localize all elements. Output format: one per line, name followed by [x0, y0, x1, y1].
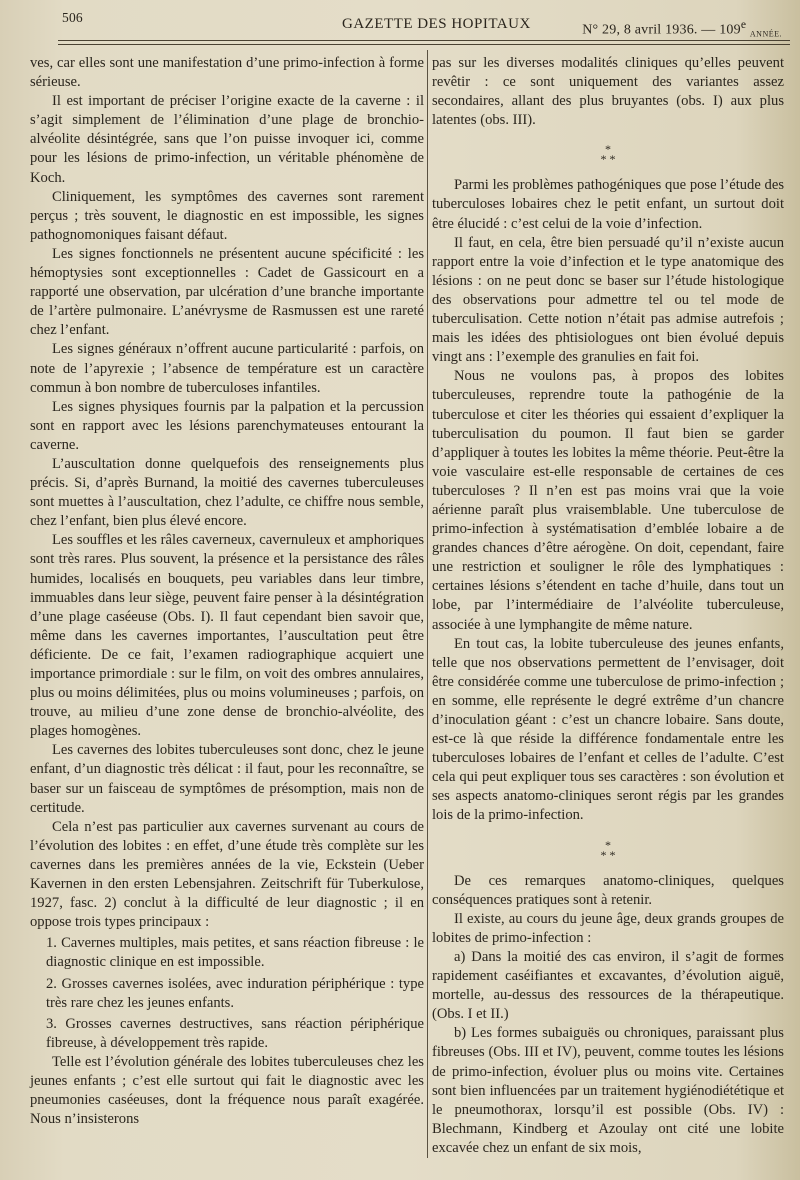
column-divider: [427, 50, 428, 1158]
section-separator-top: *: [605, 837, 611, 852]
paragraph: ves, car elles sont une manifestation d’une primo-infection à forme sérieuse.: [30, 55, 424, 91]
section-separator-bottom: * *: [600, 152, 616, 167]
issue-superscript: e: [740, 18, 747, 31]
paragraph: De ces remarques anatomo-cliniques, quelques conséquences pratiques sont à retenir.: [432, 872, 784, 908]
paragraph: Les signes physiques fournis par la palpation et la percussion sont en rapport avec les lésions parenchymateuses entourant la caverne.: [30, 398, 424, 453]
issue-info: [582, 18, 782, 39]
paragraph: Les signes fonctionnels ne présentent aucune spécificité : les hémoptysies sont exceptionnelles : Cadet de Gassicourt en a rapporté une observation, par ulcération d’une branche importante de l’artère pulmonaire. L’anévrysme de Rasmussen est une rareté chez l’enfant.: [30, 245, 424, 339]
paragraph: En tout cas, la lobite tuberculeuse des jeunes enfants, telle que nos observations permettent de l’envisager, doit être considérée comme une tuberculose de primo-infection ; en somme, elle représente le degré extrême d’un chancre d’inoculation géant : c’est un chancre lobaire. Sans doute, est-ce là que réside la différence fondamentale entre les tuberculoses lobaires de l’enfant et celles de l’adulte. C’est cela qui peut expliquer tous ses caractères : son évolution et ses aspects anatomo-cliniques seront régis par les grandes lois de la primo-infection.: [432, 635, 784, 824]
paragraph: b) Les formes subaiguës ou chroniques, paraissant plus fibreuses (Obs. III et IV), peuvent, comme toutes les lésions de primo-infection, évoluer plus ou moins vite. Certaines sont bien influencées par un traitement hygiénodiététique et le pneumothorax, lorsqu’il est possible (Obs. IV) : Blechmann, Kindberg et Azoulay ont cité une lobite excavée chez un enfant de six mois,: [432, 1025, 784, 1156]
paragraph: Il est important de préciser l’origine exacte de la caverne : il s’agit simplement de l’élimination d’une plage de bronchio-alvéolite désintégrée, sans que l’on puisse invoquer ici, comme pour les lésions de primo-infection, un véritable phénomène de Koch.: [30, 93, 424, 186]
paragraph: Cliniquement, les symptômes des cavernes sont rarement perçus ; très souvent, le diagnostic en est impossible, les signes pathognomoniques faisant défaut.: [30, 188, 424, 243]
header-rule-bottom: [58, 44, 790, 45]
journal-title: GAZETTE DES HOPITAUX: [342, 16, 531, 32]
paragraph: Les cavernes des lobites tuberculeuses sont donc, chez le jeune enfant, d’un diagnostic très délicat : il faut, pour les reconnaître, se baser sur un faisceau de symptômes de présomption, mais non de certitude.: [30, 742, 424, 816]
paragraph: pas sur les diverses modalités cliniques qu’elles peuvent revêtir : ce sont uniquement des variantes assez secondaires, allant des plus bruyantes (obs. I) aux plus latentes (obs. III).: [432, 55, 784, 129]
paragraph: L’auscultation donne quelquefois des renseignements plus précis. Si, d’après Burnand, la moitié des cavernes tuberculeuses sont muettes à l’auscultation, chez l’adulte, ce chiffre nous semble, chez l’enfant, bien plus élevé encore.: [30, 455, 424, 530]
section-separator: [432, 142, 784, 167]
paragraph: a) Dans la moitié des cas environ, il s’agit de formes rapidement caséifiantes et excavantes, d’évolution aiguë, mortelle, au-dessus des ressources de la thérapeutique. (Obs. I et II.): [432, 948, 784, 1023]
header-rule-top: [58, 40, 790, 41]
paragraph: Il faut, en cela, être bien persuadé qu’il n’existe aucun rapport entre la voie d’infection et le type anatomique des lésions : on ne peut donc se baser sur l’étude histologique des observations pour admettre tel ou tel mode de tuberculisation. Cette notion n’était pas admise autrefois ; mais les idées des phtisiologues ont bien évolué depuis vingt ans : l’exemple des granulies en fait foi.: [432, 234, 784, 366]
issue-text: N° 29, 8 avril 1936. — 109: [582, 22, 741, 38]
left-column: [30, 54, 424, 1129]
paragraph: Cela n’est pas particulier aux cavernes survenant au cours de l’évolution des lobites : en effet, d’une étude très complète sur les cavernes dans les premières années de la vie, Eckstein (Ueber Kavernen in den ersten Lebensjahren. Zeitschrift für Tuberkulose, 1927, fasc. 2) conclut à la difficulté de leur diagnostic ; il en oppose trois types principaux :: [30, 818, 424, 931]
page-number: 506: [62, 10, 83, 25]
section-separator-top: *: [605, 142, 611, 157]
list-item: 3. Grosses cavernes destructives, sans réaction périphérique fibreuse, à développement très rapide.: [46, 1015, 424, 1051]
page-header: [62, 10, 782, 38]
list-item: 1. Cavernes multiples, mais petites, et sans réaction fibreuse : le diagnostic clinique en est impossible.: [46, 935, 424, 971]
paragraph: Les souffles et les râles caverneux, cavernuleux et amphoriques sont très rares. Plus souvent, la présence et la persistance des râles humides, localisés en bouquets, peu variables dans leur timbre, immuables dans leur siège, peuvent faire penser à la désintégration d’une plage caséeuse (Obs. I). Il faut cependant bien savoir que, même dans les cavernes importantes, l’auscultation peut être déficiente. De ce fait, l’examen radiographique acquiert une importance primordiale : sur le film, on voit des ombres annulaires, plus ou moins délimitées, plus ou moins volumineuses ; parfois, on trouve, au milieu d’une zone dense de bronchio-alvéolite, des plages homogènes.: [30, 532, 424, 740]
paragraph: Les signes généraux n’offrent aucune particularité : parfois, on note de l’apyrexie ; l’absence de température est un caractère commun à bon nombre de tuberculoses infantiles.: [30, 341, 424, 396]
right-column: [432, 54, 784, 1158]
list-item: 2. Grosses cavernes isolées, avec induration périphérique : type très rare chez les jeunes enfants.: [46, 975, 424, 1011]
section-separator-bottom: * *: [600, 847, 616, 862]
issue-suffix: ANNÉE.: [749, 29, 782, 39]
paragraph: Il existe, au cours du jeune âge, deux grands groupes de lobites de primo-infection :: [432, 910, 784, 946]
section-separator: [432, 837, 784, 862]
paragraph: Parmi les problèmes pathogéniques que pose l’étude des tuberculoses lobaires chez le petit enfant, un surtout doit être élucidé : c’est celui de la voie d’infection.: [432, 177, 784, 232]
paragraph: Telle est l’évolution générale des lobites tuberculeuses chez les jeunes enfants ; c’est elle surtout qui fait le diagnostic avec les pneumonies caséeuses, dont la fréquence nous paraît exagérée. Nous n’insisterons: [30, 1053, 424, 1128]
paragraph: Nous ne voulons pas, à propos des lobites tuberculeuses, reprendre toute la pathogénie de la tuberculose et citer les théories qui essaient d’expliquer la tuberculisation du poumon. Il faut bien se garder d’appliquer à toutes les lobites la même théorie. Peut-être la voie vasculaire est-elle responsable de certaines de ces tuberculoses ? Il n’en est pas moins vrai que la voie aérienne paraît plus vraisemblable. Une tuberculose de primo-infection à systématisation d’emblée lobaire a de grandes chances d’être aérogène. On doit, cependant, faire une restriction et souligner le rôle des lymphatiques : certaines lésions s’étendent en tache d’huile, dans tout un lobe, par l’intermédiaire de l’alvéolite tuberculeuse, associée à une lymphangite de même nature.: [432, 368, 784, 633]
